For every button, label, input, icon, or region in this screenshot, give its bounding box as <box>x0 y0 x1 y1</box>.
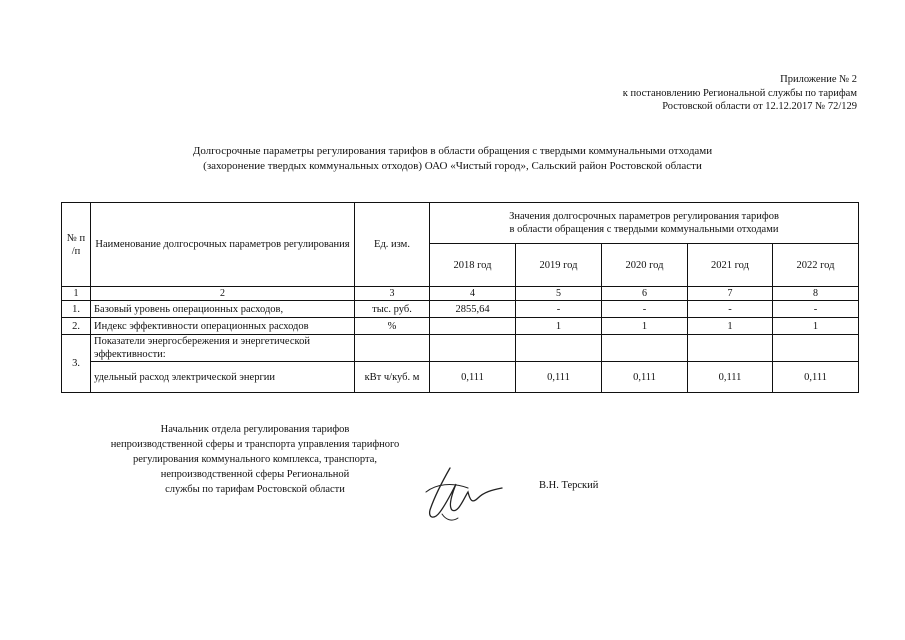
row-value: - <box>602 301 688 318</box>
year-cell: 2021 год <box>688 244 773 287</box>
year-cell: 2020 год <box>602 244 688 287</box>
signatory-position <box>80 422 430 497</box>
header-number: № п /п <box>62 203 91 287</box>
row-value <box>430 335 516 362</box>
position-line-1: Начальник отдела регулирования тарифов <box>160 424 350 435</box>
position-line-2: непроизводственной сферы и транспорта управления тарифного <box>110 439 400 450</box>
row-parameter-name: Индекс эффективности операционных расходов <box>91 318 355 335</box>
row-value: - <box>688 301 773 318</box>
column-number: 2 <box>91 287 355 301</box>
row-value: 1 <box>516 318 602 335</box>
table-row <box>62 362 859 393</box>
header-unit: Ед. изм. <box>355 203 430 287</box>
appendix-header <box>623 73 857 114</box>
row-value <box>516 335 602 362</box>
column-number: 6 <box>602 287 688 301</box>
values-header-line-1: Значения долгосрочных параметров регулирования тарифов <box>509 211 779 222</box>
table-row <box>62 318 859 335</box>
year-cell: 2022 год <box>773 244 859 287</box>
row-value: 0,111 <box>430 362 516 393</box>
row-value <box>773 335 859 362</box>
year-cell: 2019 год <box>516 244 602 287</box>
table-row <box>62 335 859 362</box>
header-values <box>430 203 859 244</box>
row-value: 0,111 <box>688 362 773 393</box>
row-unit <box>355 335 430 362</box>
row-value: 1 <box>773 318 859 335</box>
signer-name: В.Н. Терский <box>539 480 599 491</box>
handwritten-signature <box>412 462 504 526</box>
table-header-row <box>62 203 859 244</box>
row-parameter-name: Показатели энергосбережения и энергетической эффективности: <box>91 335 355 362</box>
row-value: 0,111 <box>516 362 602 393</box>
column-number: 5 <box>516 287 602 301</box>
row-parameter-name: удельный расход электрической энергии <box>91 362 355 393</box>
document-title <box>0 144 905 174</box>
column-number: 1 <box>62 287 91 301</box>
appendix-line-3: Ростовской области от 12.12.2017 № 72/129 <box>662 101 857 112</box>
header-parameter-name: Наименование долгосрочных параметров регулирования <box>91 203 355 287</box>
row-value: 0,111 <box>602 362 688 393</box>
row-value: 1 <box>602 318 688 335</box>
row-parameter-name: Базовый уровень операционных расходов, <box>91 301 355 318</box>
position-line-3: регулирования коммунального комплекса, транспорта, <box>132 454 378 465</box>
column-number: 4 <box>430 287 516 301</box>
row-number: 2. <box>62 318 91 335</box>
row-value: 1 <box>688 318 773 335</box>
row-value: 0,111 <box>773 362 859 393</box>
row-unit: % <box>355 318 430 335</box>
row-value: 2855,64 <box>430 301 516 318</box>
column-number: 8 <box>773 287 859 301</box>
row-value <box>602 335 688 362</box>
column-numbers-row <box>62 287 859 301</box>
row-unit: тыс. руб. <box>355 301 430 318</box>
row-unit: кВт ч/куб. м <box>355 362 430 393</box>
row-number: 1. <box>62 301 91 318</box>
title-line-2: (захоронение твердых коммунальных отходов) ОАО «Чистый город», Сальский район Ростовской области <box>203 160 702 172</box>
appendix-line-1: Приложение № 2 <box>780 74 857 85</box>
year-cell: 2018 год <box>430 244 516 287</box>
table-row <box>62 301 859 318</box>
row-number: 3. <box>62 335 91 393</box>
row-value <box>688 335 773 362</box>
column-number: 7 <box>688 287 773 301</box>
column-number: 3 <box>355 287 430 301</box>
position-line-5: службы по тарифам Ростовской области <box>165 484 345 495</box>
parameters-table <box>61 202 859 393</box>
values-header-line-2: в области обращения с твердыми коммунальными отходами <box>509 224 779 235</box>
row-value: - <box>516 301 602 318</box>
position-line-4: непроизводственной сферы Региональной <box>160 469 350 480</box>
title-line-1: Долгосрочные параметры регулирования тарифов в области обращения с твердыми коммунальными отходами <box>192 145 713 157</box>
appendix-line-2: к постановлению Региональной службы по тарифам <box>622 87 857 99</box>
row-value <box>430 318 516 335</box>
row-value: - <box>773 301 859 318</box>
